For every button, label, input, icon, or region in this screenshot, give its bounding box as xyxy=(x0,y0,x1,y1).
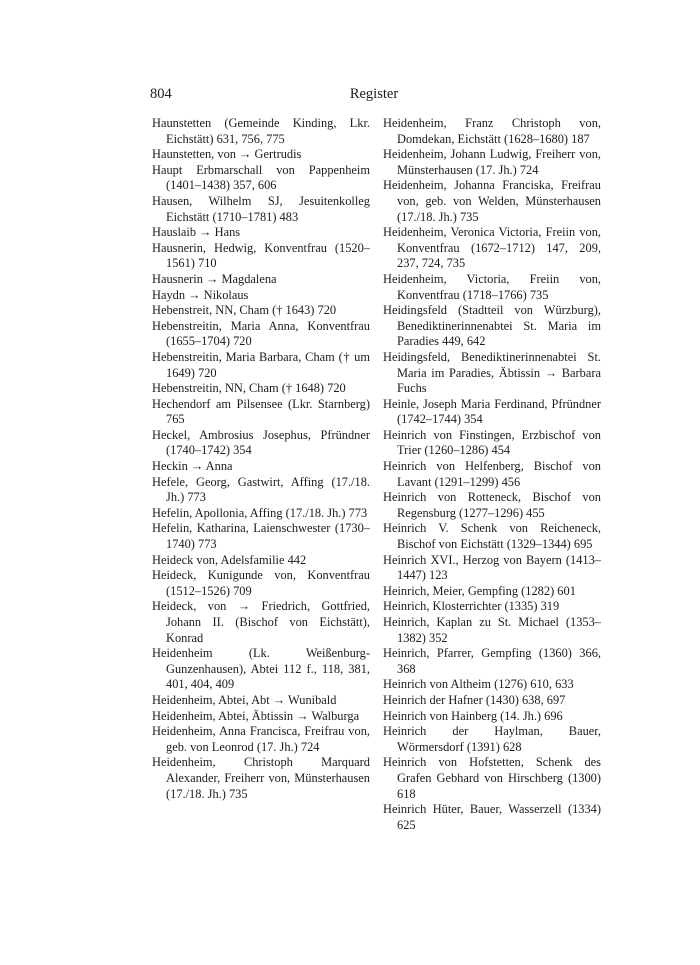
index-entry: Heinrich von Rotteneck, Bischof von Regensburg (1277–1296) 455 xyxy=(383,490,601,520)
index-entry: Heidenheim, Johann Ludwig, Freiherr von, Münsterhausen (17. Jh.) 724 xyxy=(383,147,601,177)
index-entry: Heinle, Joseph Maria Ferdinand, Pfründner (1742–1744) 354 xyxy=(383,396,601,427)
running-title: Register xyxy=(349,86,399,102)
index-entry: Heidenheim, Johanna Franciska, Freifrau von, geb. von Welden, Münsterhausen (17./18. Jh.) 735 xyxy=(383,178,601,224)
index-entry: Heinrich Hüter, Bauer, Wasserzell (1334) 625 xyxy=(383,802,601,832)
index-entry: Haupt Erbmarschall von Pappenheim (1401–1438) 357, 606 xyxy=(152,162,370,193)
index-entry: Heideck, Kunigunde von, Konventfrau (1512–1526) 709 xyxy=(152,568,370,598)
index-entry: Heidenheim, Franz Christoph von, Domdekan, Eichstätt (1628–1680) 187 xyxy=(383,116,601,146)
index-entry: Heinrich von Hofstetten, Schenk des Grafen Gebhard von Hirschberg (1300) 618 xyxy=(383,755,601,801)
index-entry: Haunstetten (Gemeinde Kinding, Lkr. Eichstätt) 631, 756, 775 xyxy=(152,116,370,146)
index-column-right xyxy=(383,116,601,833)
index-entry: Heckin → Anna xyxy=(152,459,233,474)
index-entry: Heckel, Ambrosius Josephus, Pfründner (1740–1742) 354 xyxy=(152,427,370,458)
index-entry: Heidenheim, Christoph Marquard Alexander, Freiherr von, Münsterhausen (17./18. Jh.) 735 xyxy=(152,755,370,801)
index-entry: Hausnerin, Hedwig, Konventfrau (1520–1561) 710 xyxy=(152,240,370,271)
index-entry: Heidingsfeld, Benediktinerinnenabtei St. Maria im Paradies, Äbtissin → Barbara Fuchs xyxy=(383,349,601,396)
index-entry: Heinrich, Klosterrichter (1335) 319 xyxy=(383,599,560,614)
index-entry: Hefelin, Katharina, Laienschwester (1730–1740) 773 xyxy=(152,521,370,552)
index-entry: Heidenheim, Abtei, Äbtissin → Walburga xyxy=(152,708,360,723)
index-entry: Heideck von, Adelsfamilie 442 xyxy=(152,552,307,567)
index-entry: Hebenstreitin, NN, Cham († 1648) 720 xyxy=(152,381,346,396)
index-entry: Hebenstreitin, Maria Anna, Konventfrau (1655–1704) 720 xyxy=(152,318,370,349)
index-entry: Heidenheim, Abtei, Abt → Wunibald xyxy=(152,692,337,707)
index-entry: Heinrich V. Schenk von Reicheneck, Bischof von Eichstätt (1329–1344) 695 xyxy=(383,521,601,552)
index-entry: Heinrich der Hafner (1430) 638, 697 xyxy=(383,692,566,707)
index-entry: Heinrich, Meier, Gempfing (1282) 601 xyxy=(383,583,576,598)
index-entry: Haunstetten, von → Gertrudis xyxy=(152,147,302,162)
index-entry: Heinrich von Helfenberg, Bischof von Lavant (1291–1299) 456 xyxy=(383,459,601,489)
index-entry: Heinrich, Kaplan zu St. Michael (1353–1382) 352 xyxy=(383,615,601,645)
index-entry: Hefele, Georg, Gastwirt, Affing (17./18. Jh.) 773 xyxy=(152,474,370,505)
index-entry: Heideck, von → Friedrich, Gottfried, Johann II. (Bischof von Eichstätt), Konrad xyxy=(152,599,370,645)
index-entry: Hauslaib → Hans xyxy=(152,225,241,240)
index-entry: Heidenheim (Lk. Weißenburg-Gunzenhausen), Abtei 112 f., 118, 381, 401, 404, 409 xyxy=(152,646,370,692)
index-entry: Hausen, Wilhelm SJ, Jesuitenkolleg Eichstätt (1710–1781) 483 xyxy=(152,193,370,224)
index-entry: Heidenheim, Anna Francisca, Freifrau von, geb. von Leonrod (17. Jh.) 724 xyxy=(152,724,370,754)
index-entry: Hefelin, Apollonia, Affing (17./18. Jh.) 773 xyxy=(152,505,368,520)
index-entry: Hebenstreit, NN, Cham († 1643) 720 xyxy=(152,303,337,318)
index-entry: Heinrich von Hainberg (14. Jh.) 696 xyxy=(383,708,563,723)
index-entry: Heidenheim, Victoria, Freiin von, Konventfrau (1718–1766) 735 xyxy=(383,271,601,302)
index-entry: Hebenstreitin, Maria Barbara, Cham († um 1649) 720 xyxy=(152,349,370,380)
index-entry: Heinrich XVI., Herzog von Bayern (1413–1447) 123 xyxy=(383,552,601,583)
index-entry: Heidenheim, Veronica Victoria, Freiin von, Konventfrau (1672–1712) 147, 209, 237, 724, 735 xyxy=(383,225,601,271)
index-entry: Heidingsfeld (Stadtteil von Würzburg), Benediktinerinnenabtei St. Maria im Paradies 449, 642 xyxy=(383,303,601,349)
index-entry: Hechendorf am Pilsensee (Lkr. Starnberg) 765 xyxy=(152,396,370,427)
page-number: 804 xyxy=(150,86,172,102)
index-entry: Heinrich von Altheim (1276) 610, 633 xyxy=(383,677,574,692)
index-entry: Heinrich von Finstingen, Erzbischof von Trier (1260–1286) 454 xyxy=(383,427,601,458)
index-entry: Heinrich der Haylman, Bauer, Wörmersdorf (1391) 628 xyxy=(383,724,601,754)
index-entry: Heinrich, Pfarrer, Gempfing (1360) 366, 368 xyxy=(383,646,601,676)
index-entry: Hausnerin → Magdalena xyxy=(152,271,277,286)
index-column-left xyxy=(152,116,370,802)
index-entry: Haydn → Nikolaus xyxy=(152,287,249,302)
